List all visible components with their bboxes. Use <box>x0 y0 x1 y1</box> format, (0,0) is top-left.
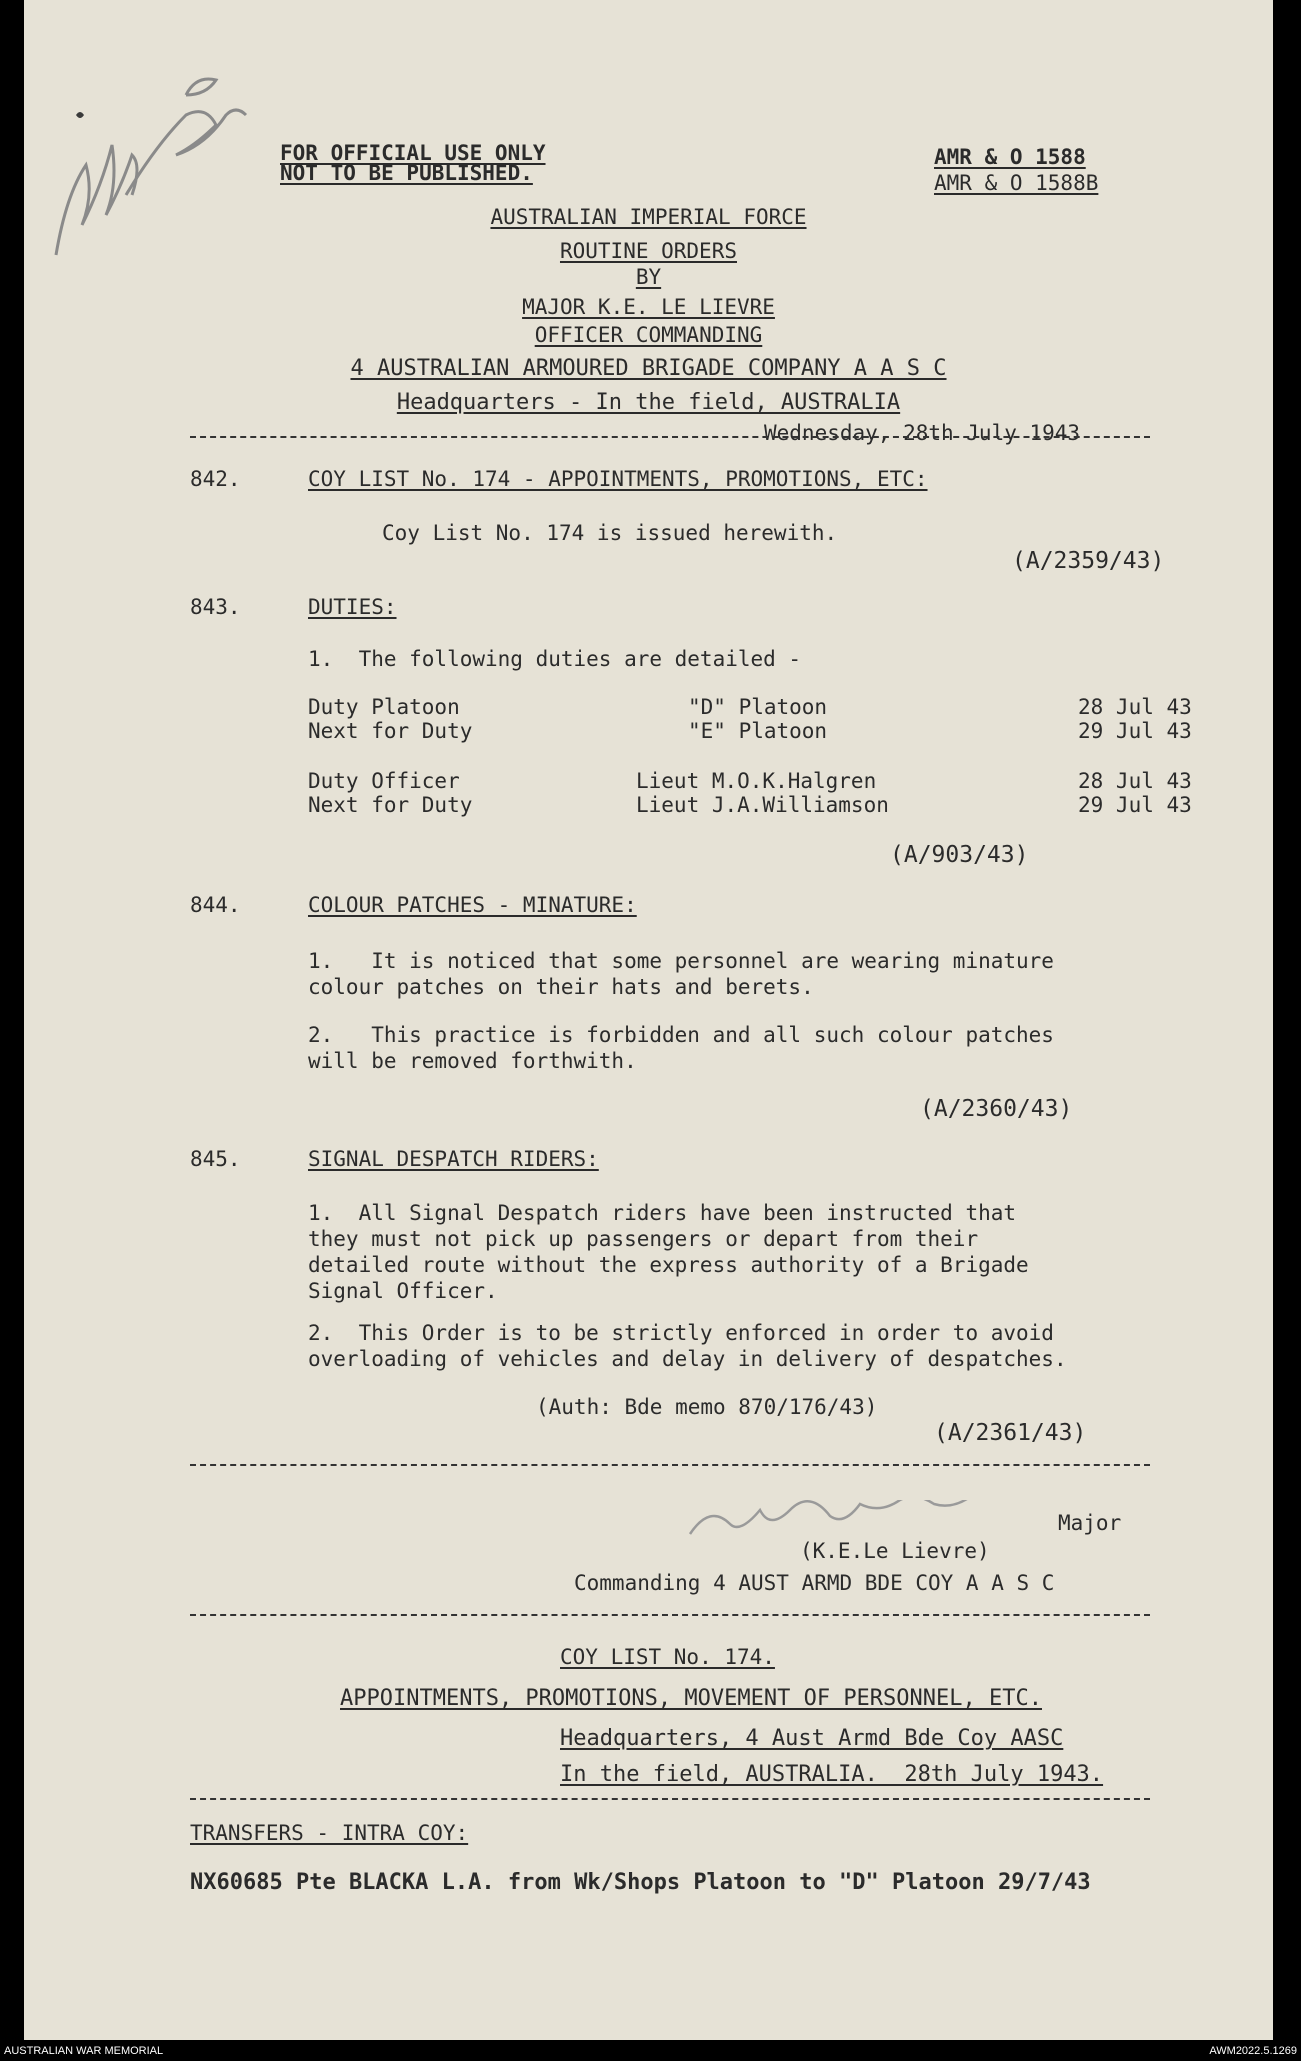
signature-title: Commanding 4 AUST ARMD BDE COY A A S C <box>574 1571 1055 1595</box>
footer-archive-id: AWM2022.5.1269 <box>1209 2045 1297 2057</box>
force-heading: AUSTRALIAN IMPERIAL FORCE <box>490 205 807 229</box>
doc-type-heading: ROUTINE ORDERS <box>559 239 737 263</box>
location-heading: Headquarters - In the field, AUSTRALIA <box>396 390 901 415</box>
coy-list-heading: COY LIST No. 174. <box>560 1645 775 1669</box>
footer-archive-name: AUSTRALIAN WAR MEMORIAL <box>4 2045 164 2057</box>
duty-role: Next for Duty <box>308 793 473 817</box>
order-reference: (A/903/43) <box>890 842 1029 868</box>
signature-rank: Major <box>1058 1511 1122 1535</box>
duty-role: Duty Platoon <box>308 695 460 719</box>
unit-heading: 4 AUSTRALIAN ARMOURED BRIGADE COMPANY A A S C <box>350 356 947 381</box>
order-title: DUTIES: <box>308 595 397 619</box>
order-reference: (A/2359/43) <box>1012 548 1165 574</box>
by-heading: BY <box>635 265 662 289</box>
signature-name: (K.E.Le Lievre) <box>800 1539 990 1563</box>
duty-role: Next for Duty <box>308 719 473 743</box>
order-number: 845. <box>190 1147 241 1171</box>
duty-assignee: "E" Platoon <box>688 719 828 743</box>
order-number: 844. <box>190 893 241 917</box>
major-heading: MAJOR K.E. LE LIEVRE <box>522 295 775 319</box>
transfers-section-heading: TRANSFERS - INTRA COY: <box>190 1821 469 1845</box>
duty-assignee: "D" Platoon <box>688 695 828 719</box>
order-number: 843. <box>190 595 241 619</box>
coy-list-location: Headquarters, 4 Aust Armd Bde Coy AASC <box>560 1726 1064 1751</box>
order-title: SIGNAL DESPATCH RIDERS: <box>308 1147 599 1171</box>
duty-role: Duty Officer <box>308 769 460 793</box>
coy-list-date: In the field, AUSTRALIA. 28th July 1943. <box>560 1762 1104 1787</box>
reference-number-2: AMR & O 1588B <box>934 171 1099 195</box>
order-paragraph: 2. This practice is forbidden and all such colour patches will be removed forthwith. <box>308 1023 1054 1073</box>
duties-intro: 1. The following duties are detailed - <box>308 647 802 671</box>
restriction-line-1: FOR OFFICIAL USE ONLY <box>280 141 546 165</box>
date-heading: Wednesday, 28th July 1943 <box>764 421 1081 445</box>
divider <box>190 1614 1150 1616</box>
document-page <box>24 0 1273 2040</box>
duty-assignee: Lieut M.O.K.Halgren <box>636 769 877 793</box>
duty-date: 29 Jul 43 <box>1078 793 1192 817</box>
order-paragraph: 1. It is noticed that some personnel are wearing minature colour patches on their hats and berets. <box>308 949 1054 999</box>
reference-number-1: AMR & O 1588 <box>934 145 1086 169</box>
restriction-line-2: NOT TO BE PUBLISHED. <box>280 161 533 185</box>
duty-date: 29 Jul 43 <box>1078 719 1192 743</box>
order-number: 842. <box>190 467 241 491</box>
divider <box>190 1464 1150 1466</box>
order-paragraph: 1. All Signal Despatch riders have been instructed that they must not pick up passengers or depart from their detailed route without the express authority of a Brigade Signal Officer. <box>308 1201 1029 1303</box>
duty-date: 28 Jul 43 <box>1078 695 1192 719</box>
duty-date: 28 Jul 43 <box>1078 769 1192 793</box>
order-reference: (A/2361/43) <box>934 1420 1087 1446</box>
duty-assignee: Lieut J.A.Williamson <box>636 793 889 817</box>
divider <box>190 436 1150 438</box>
order-title: COY LIST No. 174 - APPOINTMENTS, PROMOTIONS, ETC: <box>308 467 928 491</box>
divider <box>190 1798 1150 1800</box>
order-body: Coy List No. 174 is issued herewith. <box>382 521 838 545</box>
officer-heading: OFFICER COMMANDING <box>534 323 763 347</box>
transfer-entry: NX60685 Pte BLACKA L.A. from Wk/Shops Platoon to "D" Platoon 29/7/43 <box>190 1870 1091 1895</box>
order-reference: (A/2360/43) <box>920 1096 1073 1122</box>
coy-list-subheading: APPOINTMENTS, PROMOTIONS, MOVEMENT OF PERSONNEL, ETC. <box>340 1686 1042 1711</box>
authority-reference: (Auth: Bde memo 870/176/43) <box>536 1395 878 1419</box>
order-title: COLOUR PATCHES - MINATURE: <box>308 893 637 917</box>
order-paragraph: 2. This Order is to be strictly enforced in order to avoid overloading of vehicles and delay in delivery of despatches. <box>308 1321 1067 1371</box>
